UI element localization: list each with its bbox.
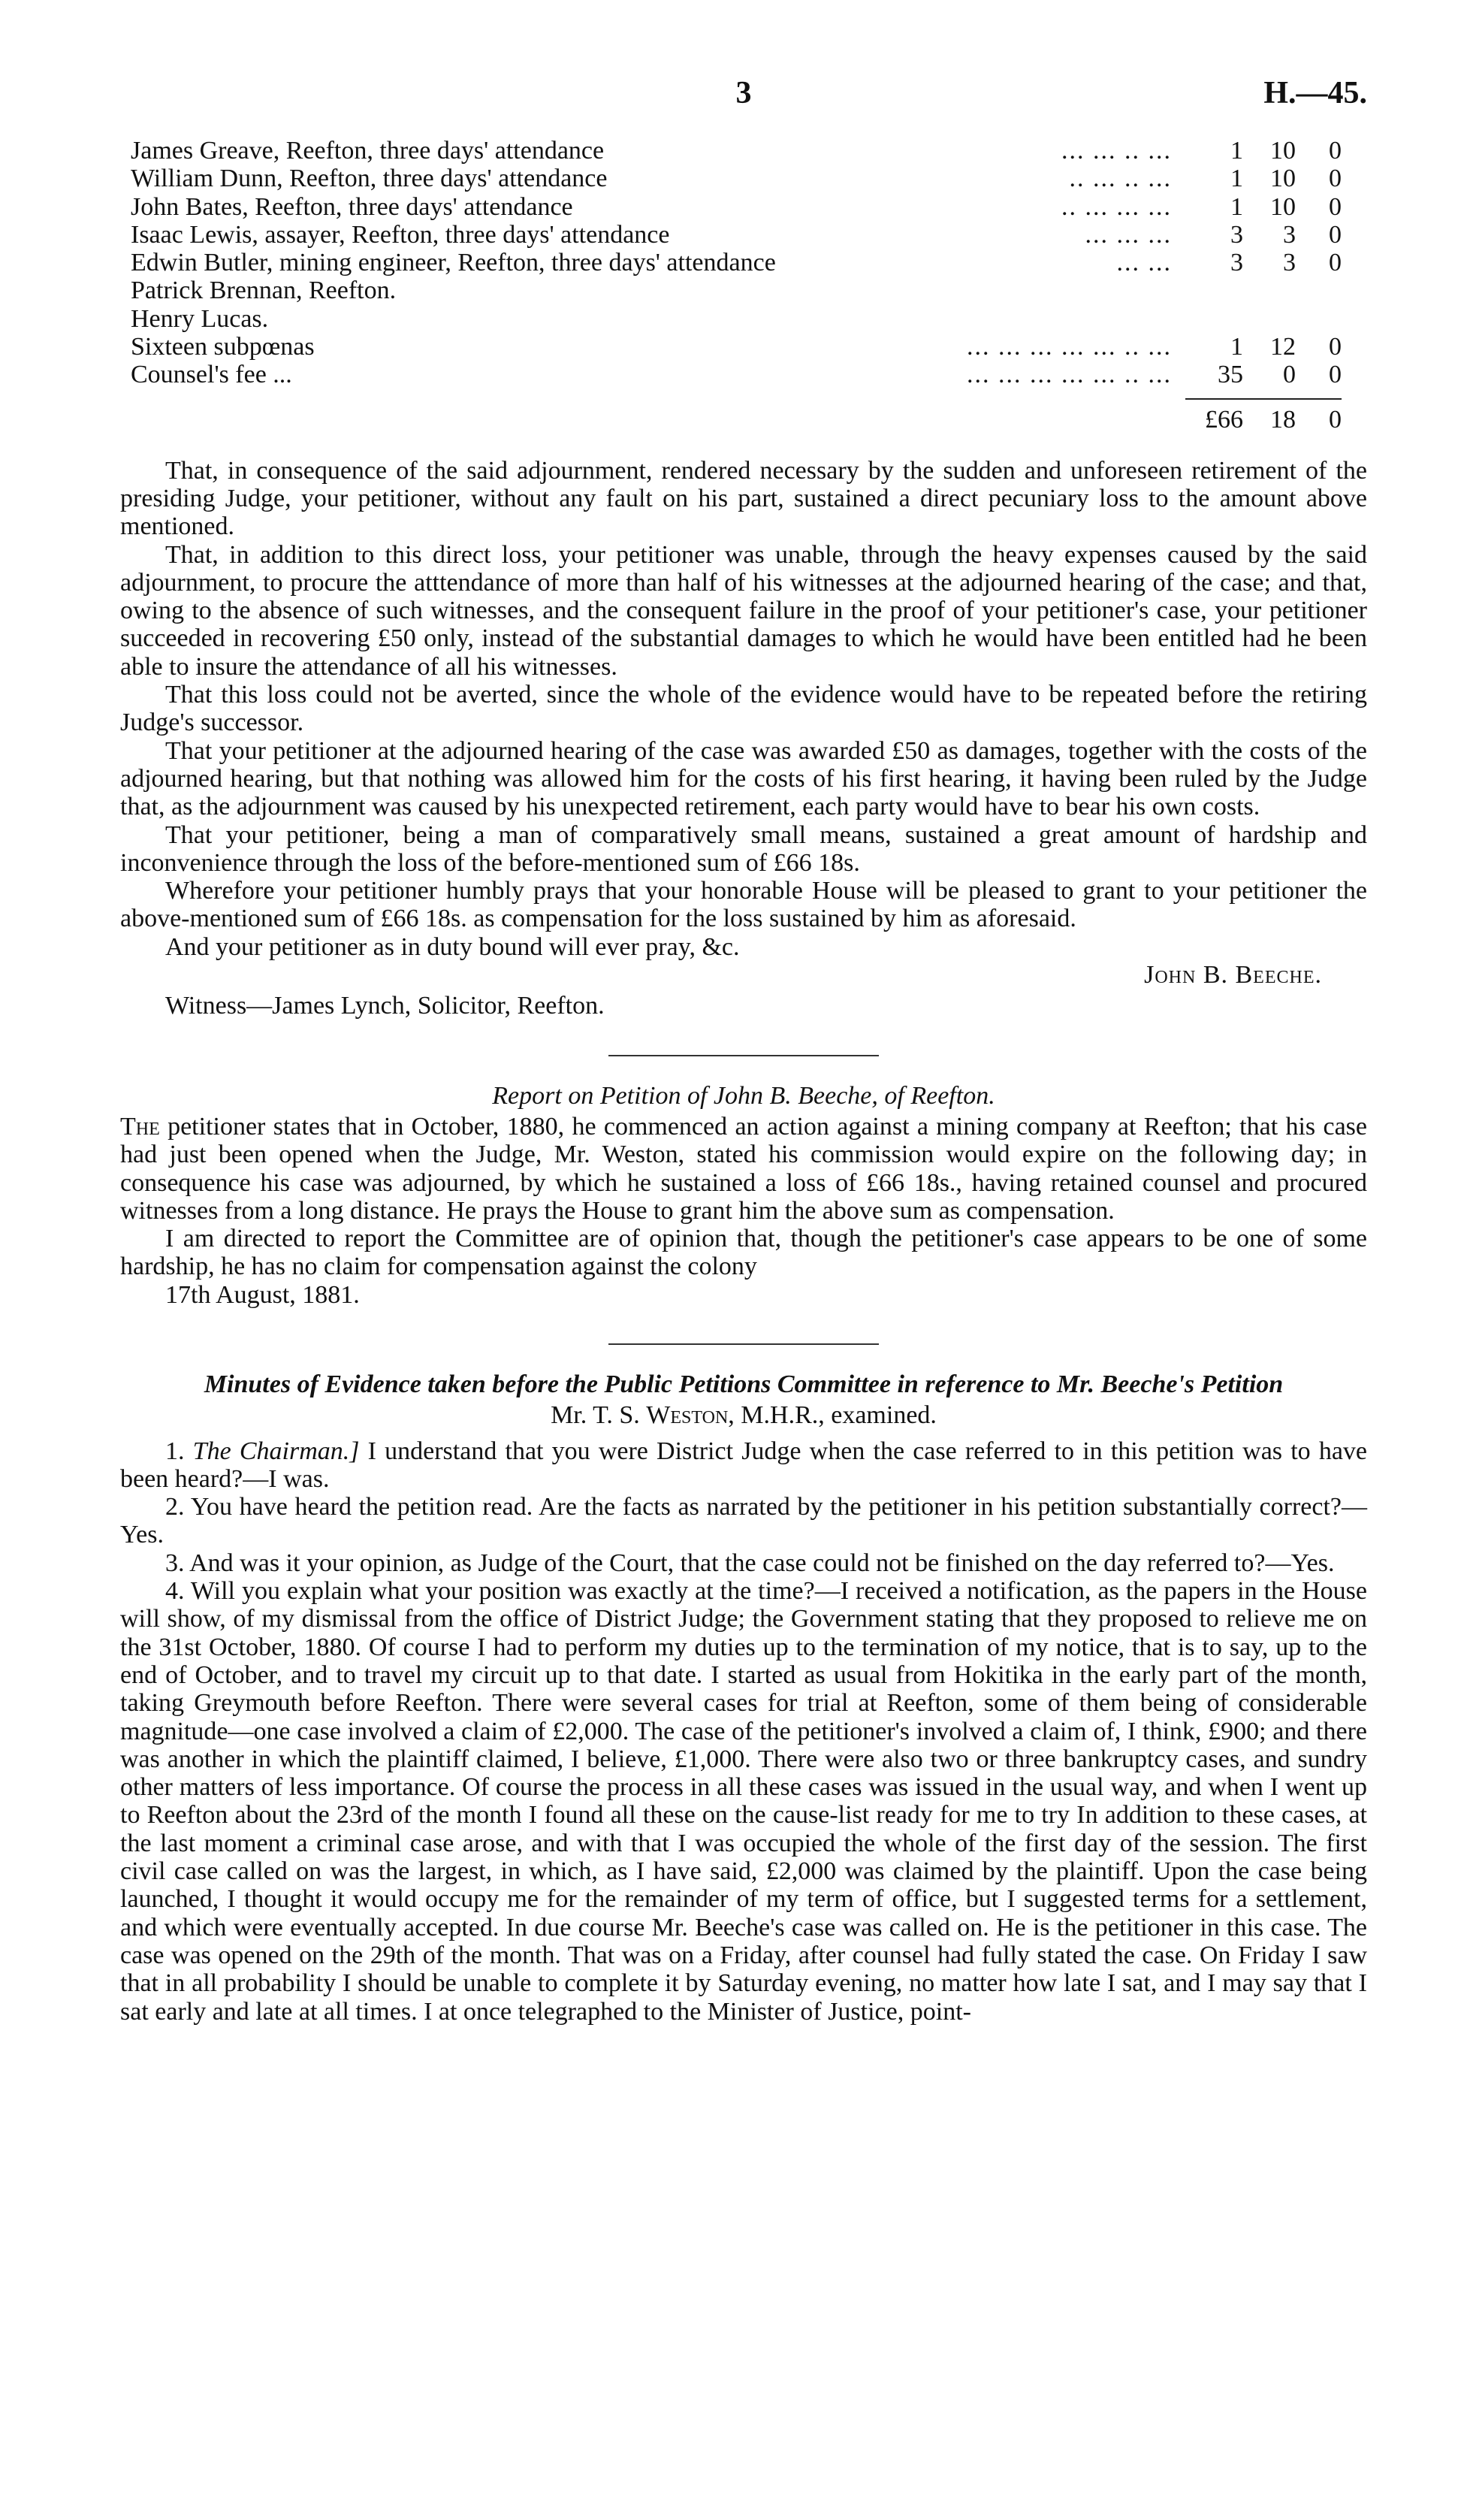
ledger-pounds: 3	[1230, 220, 1243, 249]
witness-name: Weston,	[646, 1401, 735, 1430]
ledger-row	[120, 137, 1367, 165]
leader-dots: ... ... .. ...	[1061, 137, 1172, 165]
section-divider	[608, 1055, 879, 1056]
ledger-row	[120, 361, 1367, 388]
question-2: 2. You have heard the petition read. Are the facts as narrated by the petitioner in his petition substantially correct?—Yes.	[120, 1493, 1367, 1549]
petition-paragraph: That your petitioner at the adjourned hearing of the case was awarded £50 as damages, together with the costs of the adjourned hearing, but that nothing was allowed him for the costs of his first hearing, it having been ruled by the Judge that, as the adjournment was caused by his unexpected retirement, each party would have to bear his own costs.	[120, 736, 1367, 821]
ledger-row	[120, 276, 1367, 304]
witness-line: Witness—James Lynch, Solicitor, Reefton.	[165, 992, 605, 1020]
ledger-description: James Greave, Reefton, three days' attendance	[131, 137, 605, 165]
ledger-shillings: 0	[1283, 361, 1296, 389]
expense-ledger	[120, 137, 1367, 440]
question-1-text: I understand that you were District Judge when the case referred to in this petition was to have been heard?—I was.	[120, 1437, 1368, 1493]
petition-paragraph: That, in addition to this direct loss, your petitioner was unable, through the heavy expenses caused by the said adjournment, to procure the atttendance of more than half of his witnesses at the adjourned hearing of the case; and that, owing to the absence of such witnesses, and the consequent failure in the proof of your petitioner's case, your petitioner succeeded in recovering £50 only, instead of the substantial damages to which he would have been entitled had he been able to insure the attendance of all his witnesses.	[120, 540, 1367, 681]
ledger-row	[120, 333, 1367, 361]
ledger-pence: 0	[1329, 165, 1342, 193]
total-rule	[1185, 398, 1342, 400]
petition-paragraph: That your petitioner, being a man of comparatively small means, sustained a great amount of hardship and inconvenience through the loss of the before-mentioned sum of £66 18s.	[120, 820, 1367, 877]
ledger-total-row	[120, 398, 1367, 440]
petition-paragraph: That this loss could not be averted, since the whole of the evidence would have to be repeated before the retiring Judge's successor.	[120, 681, 1367, 737]
section-divider	[608, 1343, 879, 1345]
leader-dots: ... ... ... ... ... .. ...	[967, 361, 1172, 389]
ledger-pence: 0	[1329, 137, 1342, 165]
report-paragraph	[120, 1113, 1367, 1225]
report-section	[120, 1082, 1367, 1309]
leader-dots: ... ... ... ... ... .. ...	[967, 333, 1172, 361]
chairman-label: The Chairman.]	[192, 1437, 360, 1465]
ledger-pounds: 35	[1218, 361, 1243, 389]
ledger-pence: 0	[1329, 220, 1342, 249]
ledger-row	[120, 305, 1367, 333]
petition-paragraph: And your petitioner as in duty bound will ever pray, &c.	[165, 932, 740, 961]
total-pence: 0	[1329, 405, 1342, 434]
ledger-pounds: 1	[1230, 192, 1243, 221]
ledger-shillings: 10	[1270, 137, 1296, 165]
witness-heading	[120, 1401, 1367, 1429]
witness-prefix: Mr. T. S.	[551, 1401, 640, 1430]
ledger-pence: 0	[1329, 361, 1342, 389]
petition-paragraph: Wherefore your petitioner humbly prays that your honorable House will be pleased to grant to your petitioner the above-mentioned sum of £66 18s. as compensation for the loss sustained by him as aforesaid.	[120, 877, 1367, 933]
total-shillings: 18	[1270, 405, 1296, 434]
ledger-shillings: 3	[1283, 220, 1296, 249]
report-paragraph-text: petitioner states that in October, 1880, he commenced an action against a mining company at Reefton; that his case had just been opened when the Judge, Mr. Weston, stated his commission would expire on the following day; in consequence his case was adjourned, by which he sustained a loss of £66 18s., having retained counsel and procured witnesses from a long distance. He prays the House to grant him the above sum as compensation.	[120, 1112, 1367, 1225]
ledger-shillings: 3	[1283, 249, 1296, 277]
ledger-description: Sixteen subpœnas	[131, 333, 315, 361]
ledger-pence: 0	[1329, 192, 1342, 221]
ledger-description: John Bates, Reefton, three days' attendance	[131, 192, 573, 221]
ledger-description: William Dunn, Reefton, three days' attendance	[131, 165, 608, 193]
ledger-description: Counsel's fee ...	[131, 361, 292, 389]
report-paragraph: I am directed to report the Committee are of opinion that, though the petitioner's case appears to be one of some hardship, he has no claim for compensation against the colony	[120, 1225, 1367, 1281]
petition-body	[120, 457, 1367, 1020]
signature-text: John B. Beeche.	[1144, 961, 1322, 990]
leader-dots: .. ... .. ...	[1069, 165, 1172, 193]
ledger-pence: 0	[1329, 333, 1342, 361]
minutes-title: Minutes of Evidence taken before the Public Petitions Committee in reference to Mr. Beeche's Petition	[204, 1370, 1284, 1398]
ledger-row	[120, 221, 1367, 249]
minutes-section	[120, 1370, 1367, 2026]
witness-suffix: M.H.R., examined.	[741, 1401, 937, 1430]
question-1: 1. The Chairman.] I understand that you were District Judge when the case referred to in this petition was to have been heard?—I was.	[120, 1437, 1368, 1493]
document-code: H.—45.	[1263, 76, 1367, 110]
ledger-description: Patrick Brennan, Reefton.	[131, 276, 397, 305]
report-date: 17th August, 1881.	[165, 1280, 360, 1309]
report-title: Report on Petition of John B. Beeche, of Reefton.	[492, 1081, 995, 1110]
ledger-pounds: 1	[1230, 333, 1243, 361]
ledger-shillings: 10	[1270, 165, 1296, 193]
report-lead-word: The	[120, 1112, 160, 1141]
leader-dots: ... ... ...	[1085, 220, 1172, 249]
question-3: 3. And was it your opinion, as Judge of the Court, that the case could not be finished on the day referred to?—Yes.	[165, 1549, 1335, 1577]
ledger-pounds: 1	[1230, 165, 1243, 193]
ledger-row	[120, 193, 1367, 221]
ledger-row	[120, 165, 1367, 192]
ledger-description: Henry Lucas.	[131, 304, 269, 333]
document-page	[120, 75, 1367, 2026]
ledger-pounds: 1	[1230, 137, 1243, 165]
page-number: 3	[735, 76, 752, 110]
question-4: 4. Will you explain what your position was exactly at the time?—I received a notification, as the papers in the House will show, of my dismissal from the office of District Judge; the Government stating that they proposed to relieve me on the 31st October, 1880. Of course I had to perform my duties up to the termination of my notice, that is to say, up to the end of October, and to travel my circuit up to that date. I started as usual from Hokitika in the early part of the month, taking Greymouth before Reefton. There were several cases for trial at Reefton, some of them being of considerable magnitude—one case involved a claim of £2,000. The case of the petitioner's involved a claim of, I think, £900; and there was another in which the plaintiff claimed, I believe, £1,000. There were also two or three bankruptcy cases, and sundry other matters of less importance. Of course the process in all these cases was issued in the usual way, and when I went up to Reefton about the 23rd of the month I found all these on the cause-list ready for me to try In addition to these cases, at the last moment a criminal case arose, and with that I was occupied the whole of the first day of the session. The first civil case called on was the largest, in which, as I have said, £2,000 was claimed by the plaintiff. Upon the case being launched, I thought it would occupy me for the remainder of my term of office, but I suggested terms for a settlement, and which were eventually accepted. In due course Mr. Beeche's case was called on. He is the petitioner in this case. The case was opened on the 29th of the month. That was on a Friday, after counsel had fully stated the case. On Friday I saw that in all probability I should be unable to complete it by Saturday evening, no matter how late I sat, and I may say that I sat early and late at all times. I at once telegraphed to the Minister of Justice, point-	[120, 1577, 1367, 2026]
ledger-description: Edwin Butler, mining engineer, Reefton, three days' attendance	[131, 249, 776, 277]
ledger-shillings: 10	[1270, 192, 1296, 221]
ledger-shillings: 12	[1270, 333, 1296, 361]
page-header	[120, 75, 1367, 120]
ledger-pounds: 3	[1230, 249, 1243, 277]
ledger-description: Isaac Lewis, assayer, Reefton, three days' attendance	[131, 220, 670, 249]
petitioner-signature	[120, 961, 1367, 989]
petition-paragraph: That, in consequence of the said adjournment, rendered necessary by the sudden and unforeseen retirement of the presiding Judge, your petitioner, without any fault on his part, sustained a direct pecuniary loss to the amount above mentioned.	[120, 456, 1367, 541]
total-pounds: £66	[1205, 405, 1243, 434]
leader-dots: .. ... ... ...	[1061, 192, 1172, 221]
leader-dots: ... ...	[1116, 249, 1172, 277]
ledger-row	[120, 249, 1367, 276]
ledger-pence: 0	[1329, 249, 1342, 277]
